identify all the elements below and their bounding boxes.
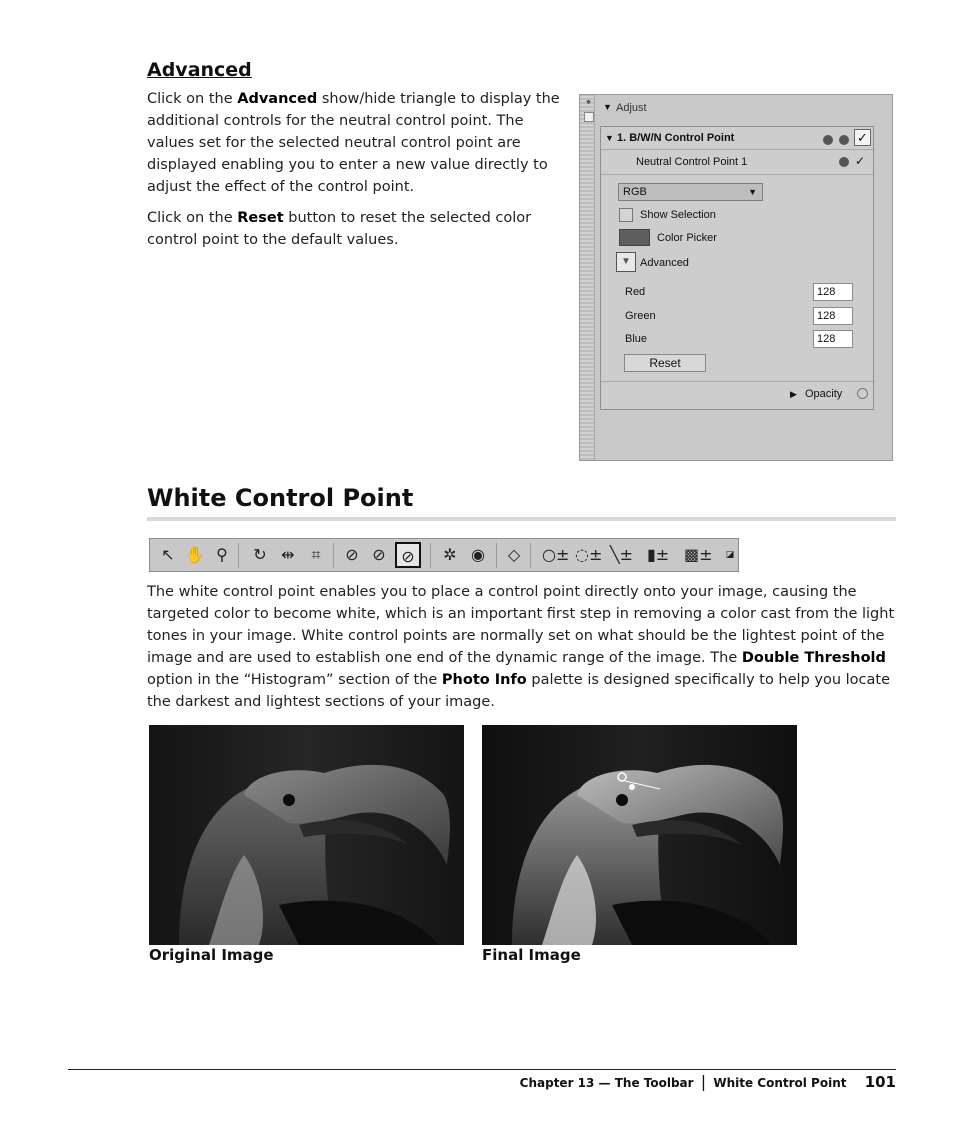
check-icon[interactable]: ✓ bbox=[855, 154, 866, 168]
delete-icon[interactable] bbox=[839, 135, 849, 145]
toolbar-strip bbox=[149, 538, 739, 572]
control-point-header bbox=[601, 127, 873, 150]
red-eye-icon[interactable]: ✲ bbox=[443, 545, 457, 564]
reset-button[interactable]: Reset bbox=[624, 354, 706, 372]
text: The white control point enables you to place a control point directly onto your image, causing the targeted color to become white, which is an important first step in removing a color cast from the light tones in your image. White control points are normally set on what should be the lightest point of the image and are used to establish one end of the dynamic range of the image. The bbox=[147, 584, 895, 666]
advanced-paragraph-1 bbox=[147, 88, 567, 198]
opacity-label: Opacity bbox=[805, 388, 843, 400]
text: button to reset the selected color control point to the default values. bbox=[147, 210, 532, 248]
mode-select-value: RGB bbox=[623, 186, 647, 198]
advanced-paragraph-2 bbox=[147, 207, 572, 251]
original-image bbox=[149, 725, 464, 945]
collapse-triangle-icon[interactable]: ▼ bbox=[605, 133, 614, 143]
text: Click on the bbox=[147, 91, 238, 107]
bold-term: Photo Info bbox=[441, 672, 527, 688]
fill-icon[interactable]: ▩± bbox=[684, 545, 713, 564]
green-label: Green bbox=[625, 310, 656, 322]
polygon-lasso-icon[interactable]: ◌± bbox=[575, 545, 603, 564]
delete-point-icon[interactable] bbox=[839, 157, 849, 167]
neutral-point-label: Neutral Control Point 1 bbox=[636, 156, 748, 168]
brush-icon[interactable]: ╲± bbox=[610, 545, 634, 564]
zoom-icon[interactable]: ⚲ bbox=[216, 545, 228, 564]
advanced-label: Advanced bbox=[640, 257, 689, 269]
pin-icon[interactable]: ⌖ bbox=[586, 97, 592, 107]
panel-grip[interactable] bbox=[580, 95, 595, 460]
show-selection-label: Show Selection bbox=[640, 209, 716, 221]
green-field[interactable]: 128 bbox=[813, 307, 853, 325]
black-control-point-icon[interactable]: ⊘ bbox=[345, 545, 359, 564]
color-swatch[interactable] bbox=[619, 229, 650, 246]
bold-term: Reset bbox=[237, 210, 284, 226]
bold-term: Advanced bbox=[237, 91, 318, 107]
hornbill-photo-original bbox=[149, 725, 464, 945]
caption-final: Final Image bbox=[482, 946, 581, 964]
footer-divider: | bbox=[700, 1072, 707, 1091]
mode-select[interactable] bbox=[618, 183, 763, 201]
page-number: 101 bbox=[864, 1073, 896, 1091]
footer-chapter: Chapter 13 — The Toolbar bbox=[519, 1076, 694, 1090]
control-point-title: 1. B/W/N Control Point bbox=[617, 132, 735, 144]
footer-rule bbox=[68, 1069, 896, 1070]
advanced-toggle-icon[interactable]: ▼ bbox=[616, 252, 636, 272]
heading-rule bbox=[147, 517, 896, 521]
page-icon[interactable] bbox=[584, 112, 594, 122]
adjust-panel bbox=[579, 94, 893, 461]
page-footer bbox=[520, 1072, 896, 1091]
white-control-point-body bbox=[147, 581, 899, 713]
red-field[interactable]: 128 bbox=[813, 283, 853, 301]
enable-checkbox[interactable]: ✓ bbox=[854, 129, 871, 146]
reset-arrow-icon[interactable] bbox=[823, 135, 833, 145]
red-label: Red bbox=[625, 286, 646, 298]
adjust-toggle-icon[interactable]: ▼ bbox=[603, 102, 612, 112]
neutral-control-point-icon[interactable]: ⊘ bbox=[372, 545, 386, 564]
show-selection-checkbox[interactable] bbox=[619, 208, 633, 222]
white-control-point-icon[interactable]: ⊘ bbox=[395, 542, 421, 568]
eye-icon[interactable]: ◉ bbox=[471, 545, 485, 564]
bold-term: Double Threshold bbox=[741, 650, 886, 666]
blue-field[interactable]: 128 bbox=[813, 330, 853, 348]
opacity-toggle-icon[interactable]: ▶ bbox=[790, 389, 797, 399]
neutral-point-row[interactable] bbox=[601, 150, 873, 175]
text: show/hide triangle to display the additional controls for the neutral control point. The values set for the selected neutral control point are displayed enabling you to enter a new value directly to adjust the effect of the control point. bbox=[147, 91, 560, 195]
opacity-radio[interactable] bbox=[857, 388, 868, 399]
lasso-icon[interactable]: ○± bbox=[542, 545, 570, 564]
gradient-icon[interactable]: ▮± bbox=[647, 545, 670, 564]
chevron-down-icon: ▼ bbox=[748, 187, 757, 197]
advanced-heading: Advanced bbox=[147, 59, 252, 81]
adjust-label: Adjust bbox=[616, 102, 647, 114]
hornbill-photo-final bbox=[482, 725, 797, 945]
crop-icon[interactable]: ⌗ bbox=[311, 545, 321, 564]
footer-section: White Control Point bbox=[713, 1076, 847, 1090]
blue-label: Blue bbox=[625, 333, 648, 345]
arrow-pointer-icon[interactable]: ↖ bbox=[161, 545, 175, 564]
white-control-point-heading: White Control Point bbox=[147, 484, 414, 512]
final-image bbox=[482, 725, 797, 945]
text: Click on the bbox=[147, 210, 238, 226]
color-picker-label: Color Picker bbox=[657, 232, 717, 244]
expand-icon[interactable]: ◪ bbox=[725, 550, 735, 560]
auto-retouch-icon[interactable]: ◇ bbox=[507, 545, 521, 564]
text: palette is designed specifically to help you locate the darkest and lightest sections of your image. bbox=[147, 672, 890, 710]
straighten-icon[interactable]: ⇹ bbox=[281, 545, 295, 564]
text: option in the “Histogram” section of the bbox=[147, 672, 442, 688]
caption-original: Original Image bbox=[149, 946, 274, 964]
control-point-box bbox=[600, 126, 874, 410]
rotate-icon[interactable]: ↻ bbox=[253, 545, 267, 564]
hand-icon[interactable]: ✋ bbox=[185, 545, 205, 564]
